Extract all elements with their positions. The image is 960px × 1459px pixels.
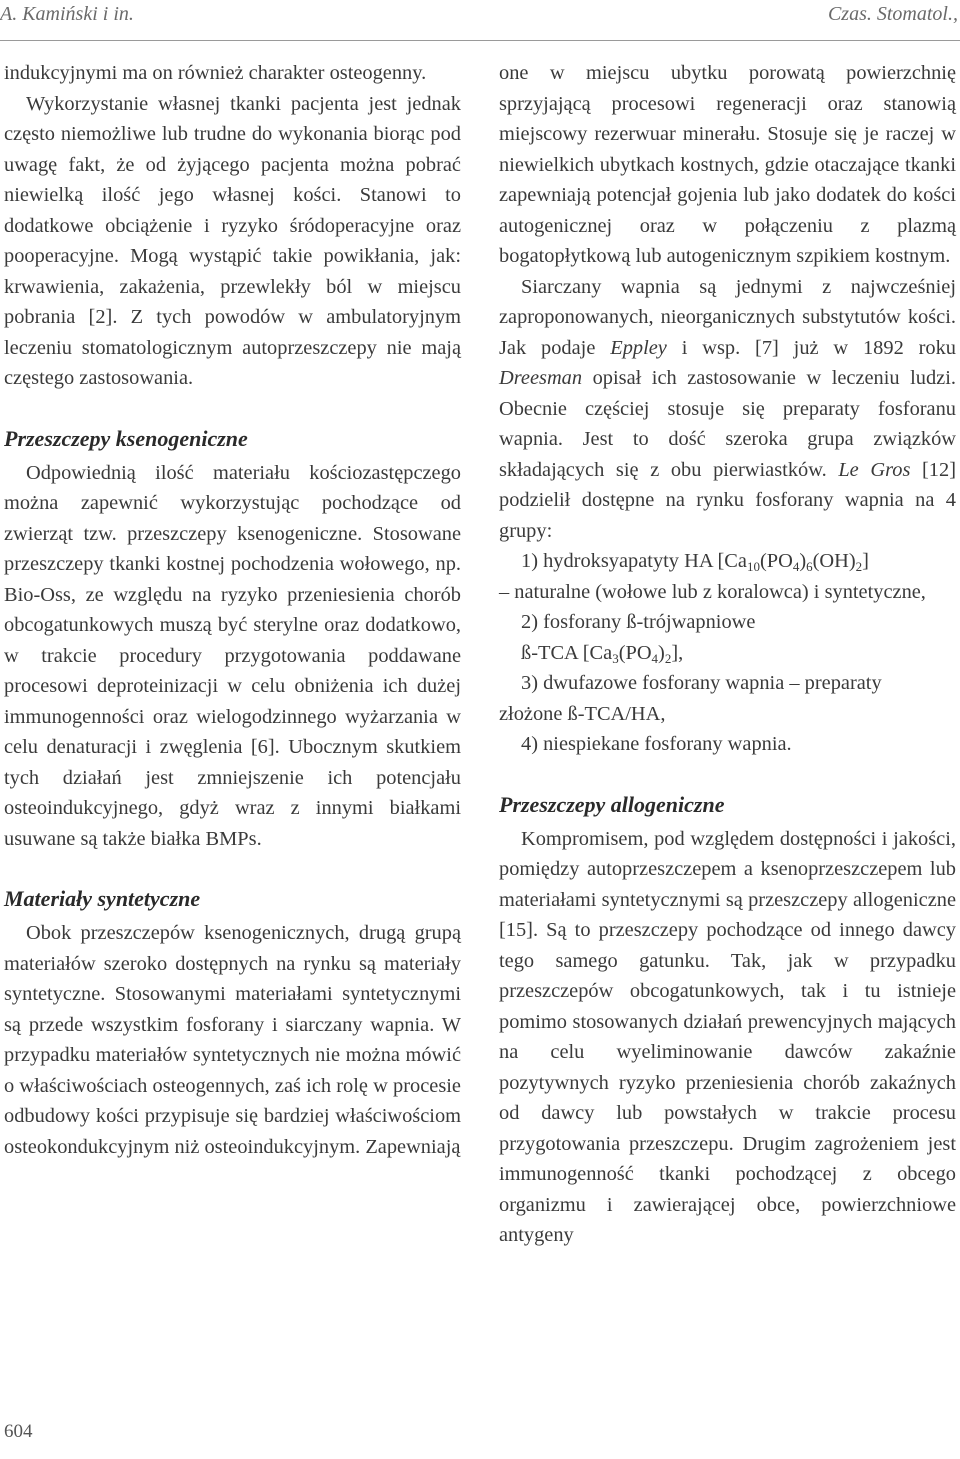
text-run: (PO [759,550,793,572]
list-item-text: 4) niespiekane fosforany wapnia. [521,733,792,755]
paragraph: one w miejscu ubytku porowatą powierzchnię sprzyjającą procesowi regeneracji oraz stanowią miejscowy rezerwuar minerału. Stosuje się je raczej w niewielkich ubytkach kostnych, gdzie otaczające tkanki zapewniają potencjał gojenia lub jako dodatek do kości autogenicznej oraz w połączeniu z plazmą bogatopłytkową lub autogenicznym szpikiem kostnym. [499,62,956,267]
paragraph: Obok przeszczepów ksenogenicznych, drugą grupą materiałów szeroko dostępnych na rynku są materiały syntetyczne. Stosowanymi materiałami syntetycznymi są przede wszystkim fosforany i siarczany wapnia. W przypadku materiałów syntetycznych nie można mówić o właściwościach osteogennych, zaś ich rolę w procesie odbudowy kości przypisuje się bardziej właściwościom osteokondukcyjnym niż osteoindukcyjnym. Zapewniają [4,922,461,1158]
text-run: 1) hydroksyapatyty HA [Ca [521,550,747,572]
page-number: 604 [4,1421,33,1442]
author-citation-legros: Le Gros [838,458,911,481]
author-citation-dreesman: Dreesman [499,367,583,389]
running-head [0,0,960,41]
text-run: (OH) [812,550,856,572]
running-head-authors: A. Kamiński i in. [0,3,134,25]
list-item [499,668,956,729]
right-column [499,58,956,1251]
subscript: 10 [746,559,760,574]
list-item [499,607,956,668]
author-citation-eppley: Eppley [610,336,667,359]
list-item-continuation: złożone ß-TCA/HA, [499,702,666,725]
list-item [499,546,956,607]
list-item-continuation: – naturalne (wołowe lub z koralowca) i syntetyczne, [499,580,926,603]
text-run: opisał ich zastosowanie w leczeniu ludzi. Obecnie częściej stosuje się preparaty fosforanu wapnia. Jest to dość szeroka grupa związków składających się z obu pierwiastków. [499,367,956,481]
text-run: [12] podzielił dostępne na rynku fosforany wapnia na 4 grupy: [499,458,956,542]
subscript: 2 [855,559,863,574]
paragraph [499,272,956,547]
text-run: ) [799,550,807,572]
subscript: 2 [664,650,672,666]
text-run: ) [658,641,665,664]
subscript: 6 [806,559,813,574]
list-item-text: 2) fosforany ß-trójwapniowe [521,611,756,633]
paragraph: indukcyjnymi ma on również charakter osteogenny. [4,62,427,84]
section-heading-xenogeneic: Przeszczepy ksenogeniczne [4,425,248,451]
subscript: 3 [612,650,619,666]
paragraph: Odpowiednią ilość materiału kościozastępczego można zapewnić wykorzystując pochodzące od zwierząt tzw. przeszczepy ksenogeniczne. Stosowane przeszczepy tkanki kostnej pochodzenia wołowego, np. Bio-Oss, ze względu na ryzyko przeniesienia chorób obcogatunkowych muszą być sterylne oraz dodatkowo, w trakcie procedury przygotowania poddawane procesowi deproteinizacji w celu obniżenia ich dużej immunogenności oraz wielogodzinnego wyżarzania w celu denaturacji i zwęglenia [6]. Ubocznym skutkiem tych działań jest zmniejszenie ich potencjału osteoindukcyjnego, gdyż wraz z innymi białkami usuwane są także białka BMPs. [4,461,461,850]
list-item-text [499,546,956,577]
running-head-journal: Czas. Stomatol., [827,3,958,25]
text-run: ß-TCA [Ca [521,641,613,664]
section-heading-allogeneic: Przeszczepy allogeniczne [499,791,725,817]
paragraph: Wykorzystanie własnej tkanki pacjenta jest jednak często niemożliwe lub trudne do wykonania biorąc pod uwagę fakt, że od żyjącego pacjenta można pobrać niewielką ilość jego własnej kości. Stanowi to dodatkowe obciążenie i ryzyko śródoperacyjne oraz pooperacyjne. Mogą wystąpić takie powikłania, jak: krwawienia, zakażenia, przewlekły ból w miejscu pobrania [2]. Z tych powodów w ambulatoryjnym leczeniu stomatologicznym autoprzeszczepy nie mają częstego zastosowania. [4,92,461,389]
subscript: 4 [792,559,800,574]
text-run: ], [671,641,684,664]
paragraph: Kompromisem, pod względem dostępności i jakości, pomiędzy autoprzeszczepem a ksenoprzeszczepem lub materiałami syntetycznymi są przeszczepy allogeniczne [15]. Są to przeszczepy pochodzące od innego dawcy tego samego gatunku. Tak, jak w przypadku przeszczepów obcogatunkowych, tak i tu istnieje pomimo stosowanych działań prewencyjnych mających na celu wyeliminowanie dawców zakaźnie pozytywnych ryzyko przeniesienia chorób zakaźnych od dawcy lub powstałych w trakcie procesu przygotowania przeszczepu. Drugim zagrożeniem jest immunogenność tkanki pochodzącej z obcego organizmu i zawierającej obce, powierzchniowe antygeny [499,827,956,1246]
subscript: 4 [651,650,659,666]
text-run: (PO [618,641,652,664]
left-column [4,58,461,1162]
text-run: Siarczany wapnia są jednymi z najwcześniej zaproponowanych, nieorganicznych substytutów kości. Jak podaje [499,275,956,359]
text-run: i wsp. [7] już w 1892 roku [666,336,956,359]
list-item-text: 3) dwufazowe fosforany wapnia – preparaty [521,672,882,694]
text-run: ] [862,550,869,572]
calcium-phosphate-list [499,546,956,760]
list-item-formula [499,638,956,669]
list-item [499,729,956,760]
section-heading-synthetic: Materiały syntetyczne [4,886,201,911]
